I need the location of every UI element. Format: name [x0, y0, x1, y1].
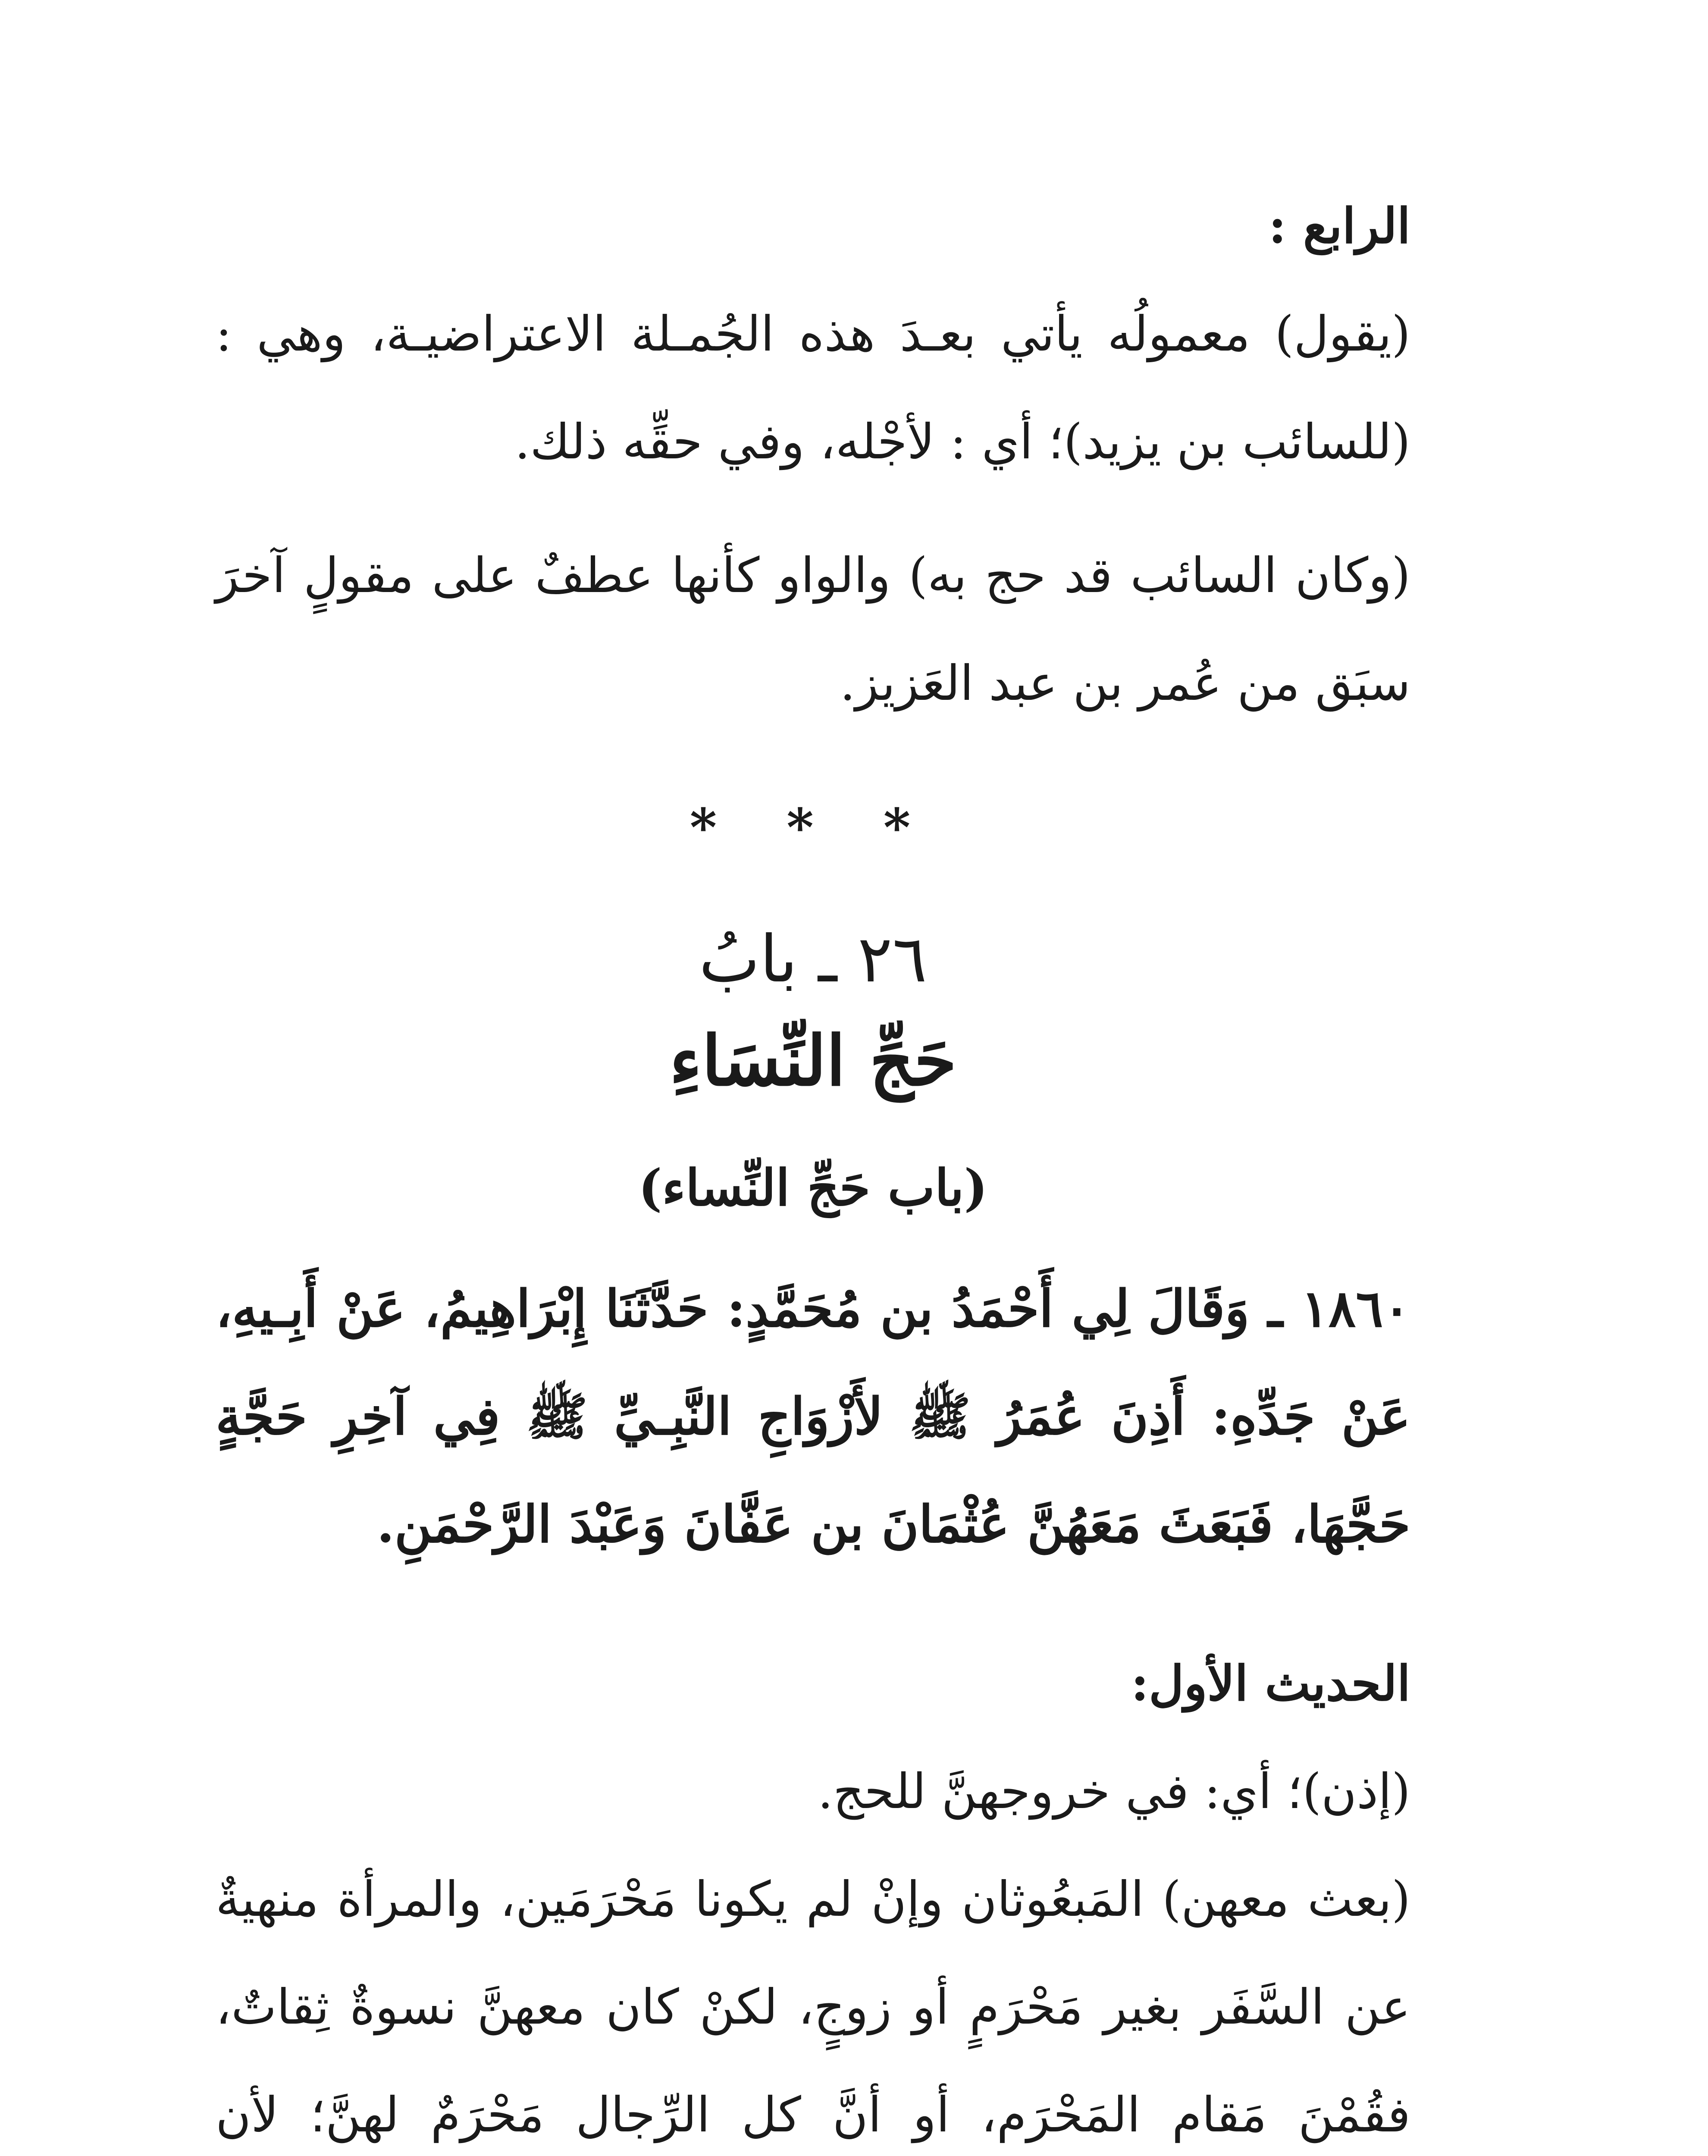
page-text: [216, 172, 1410, 2156]
section-separator-stars: * * *: [689, 797, 937, 858]
chapter-subtitle: (باب حَجِّ النِّساء): [638, 1159, 988, 1217]
paragraph-baath: (بعث معهن) المَبعُوثان وإنْ لم يكونا مَحْرَمَين، والمرأة منهيةٌ عن السَّفَر بغير مَحْرَمٍ أو زوجٍ، لكنْ كان معهنَّ نسوةٌ ثِقاتٌ، فقُمْنَ مَقام المَحْرَم، أو أنَّ كل الرِّجال مَحْرَمٌ لهنَّ؛ لأن: [216, 1871, 1410, 2143]
hadith-text: ١٨٦٠ ـ وَقَالَ لِي أَحْمَدُ بن مُحَمَّدٍ: حَدَّثَنَا إِبْرَاهِيمُ، عَنْ أَبِـيهِ، عَنْ جَدِّهِ: أَذِنَ عُمَرُ ﷺ لأَزْوَاجِ النَّبِـيِّ ﷺ فِي آخِرِ حَجَّةٍ حَجَّهَا، فَبَعَثَ مَعَهُنَّ عُثْمَانَ بن عَفَّانَ وَعَبْدَ الرَّحْمَنِ.: [216, 1279, 1411, 1554]
paragraph-wakan: (وكان السائب قد حج به) والواو كأنها عطفٌ على مقولٍ آخرَ سبَق من عُمر بن عبد العَزيز.: [216, 548, 1410, 711]
chapter-title: حَجِّ النِّسَاءِ: [669, 1020, 957, 1101]
section-label-fourth: الرابع :: [1268, 198, 1410, 254]
paragraph-idhn: (إذن)؛ أي: في خروجهنَّ للحج.: [818, 1764, 1410, 1820]
paragraph-yaqul: (يقول) معمولُه يأتي بعـدَ هذه الجُمـلة الاعتراضيـة، وهي : (للسائب بن يزيد)؛ أي : لأجْله، وفي حقِّه ذلك.: [216, 306, 1410, 470]
section-label-first-hadith: الحديث الأول:: [1131, 1655, 1410, 1712]
chapter-number: ٢٦ ـ بابُ: [699, 922, 928, 997]
